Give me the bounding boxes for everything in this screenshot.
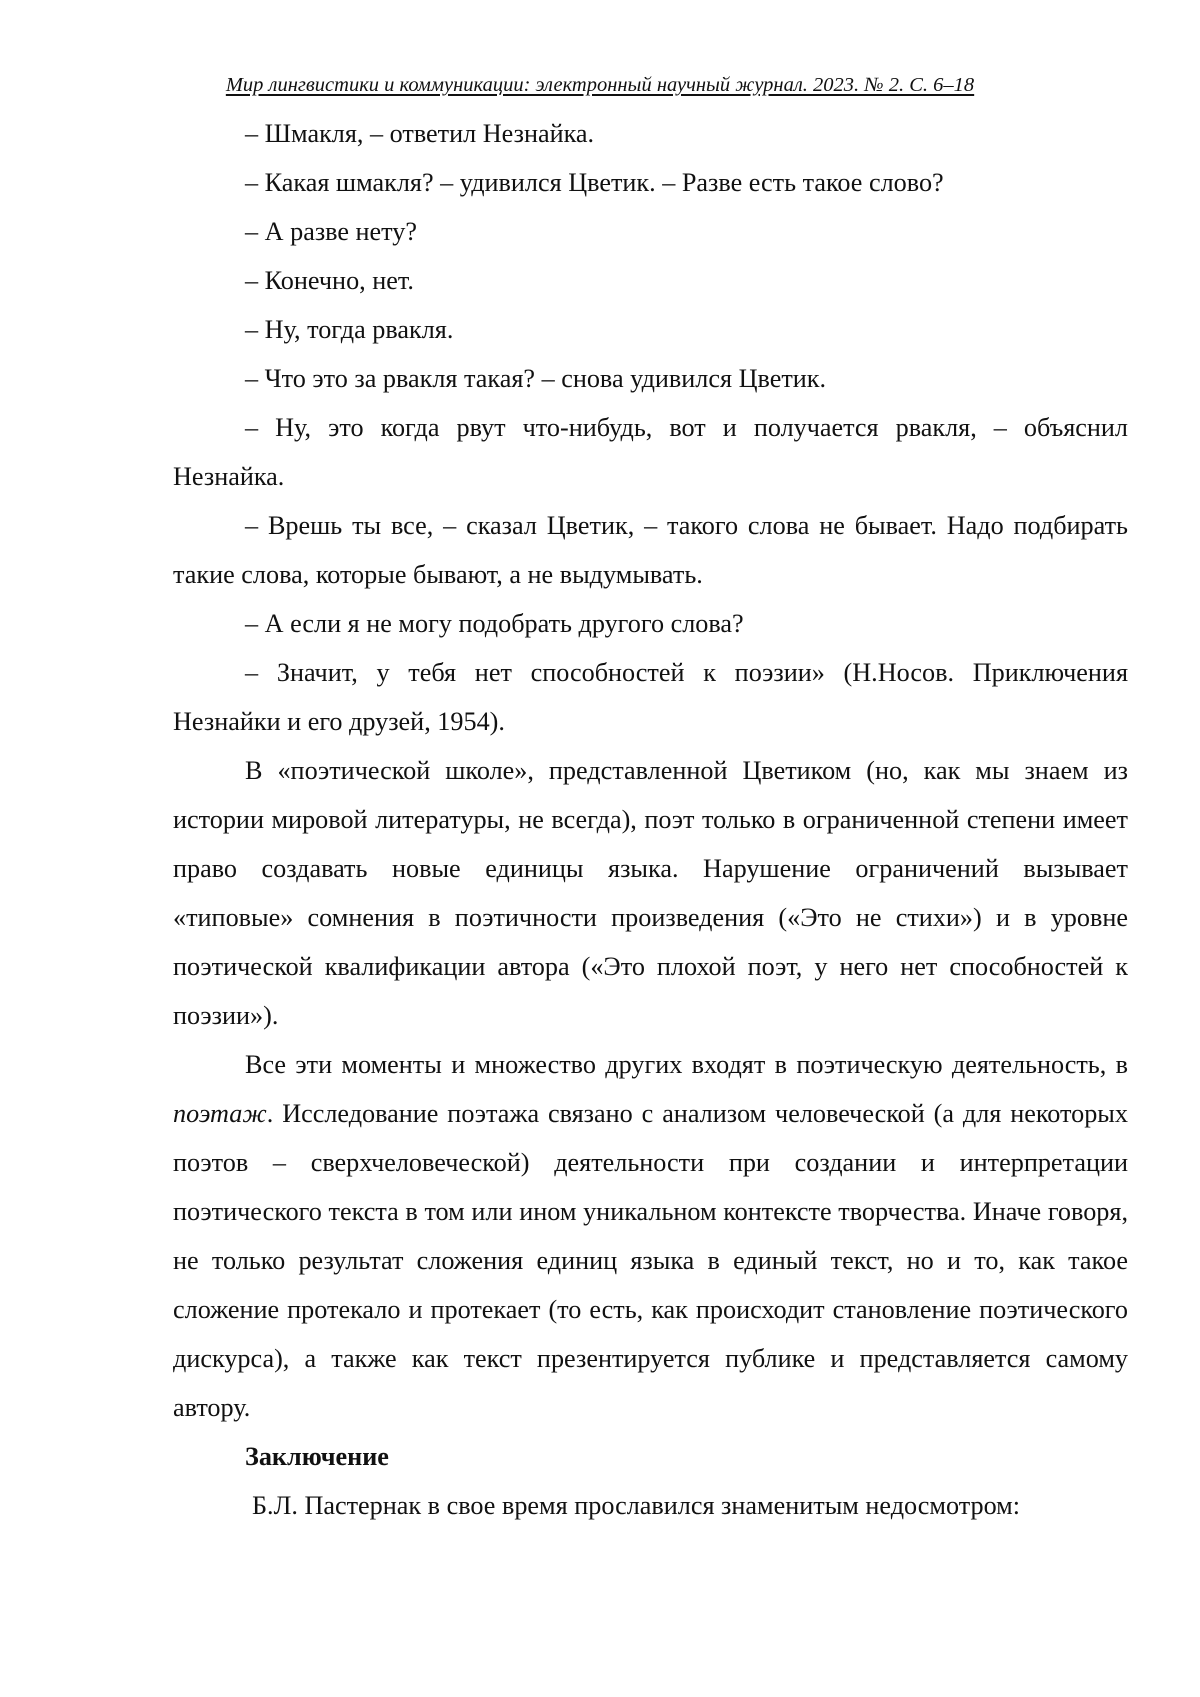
paragraph-poetic-school: В «поэтической школе», представленной Цветиком (но, как мы знаем из истории мировой литературы, не всегда), поэт только в ограниченной степени имеет право создавать новые единицы языка. Нарушение ограничений вызывает «типовые» сомнения в поэтичности произведения («Это не стихи») и в уровне поэтической квалификации автора («Это плохой поэт, у него нет способностей к поэзии»). xyxy=(173,746,1128,1040)
dialogue-line-citation: – Значит, у тебя нет способностей к поэзии» (Н.Носов. Приключения Незнайки и его друзей, 1954). xyxy=(173,648,1128,746)
dialogue-line: – Конечно, нет. xyxy=(173,256,1128,305)
poetazh-term: поэтаж xyxy=(173,1099,267,1128)
paragraph-poetazh xyxy=(173,1040,1128,1432)
article-body xyxy=(173,109,1128,1530)
dialogue-line: – Врешь ты все, – сказал Цветик, – такого слова не бывает. Надо подбирать такие слова, которые бывают, а не выдумывать. xyxy=(173,501,1128,599)
dialogue-line: – А разве нету? xyxy=(173,207,1128,256)
poetazh-text-after: . Исследование поэтажа связано с анализом человеческой (а для некоторых поэтов – сверхчеловеческой) деятельности при создании и интерпретации поэтического текста в том или ином уникальном контексте творчества. Иначе говоря, не только результат сложения единиц языка в единый текст, но и то, как такое сложение протекало и протекает (то есть, как происходит становление поэтического дискурса), а также как текст презентируется публике и представляется самому автору. xyxy=(173,1099,1128,1422)
dialogue-line: – Какая шмакля? – удивился Цветик. – Разве есть такое слово? xyxy=(173,158,1128,207)
journal-running-header: Мир лингвистики и коммуникации: электронный научный журнал. 2023. № 2. С. 6–18 xyxy=(0,70,1200,100)
conclusion-heading: Заключение xyxy=(173,1432,1128,1481)
dialogue-line: – Ну, тогда рвакля. xyxy=(173,305,1128,354)
dialogue-line: – Ну, это когда рвут что-нибудь, вот и получается рвакля, – объяснил Незнайка. xyxy=(173,403,1128,501)
dialogue-line: – Что это за рвакля такая? – снова удивился Цветик. xyxy=(173,354,1128,403)
conclusion-first-line: Б.Л. Пастернак в свое время прославился знаменитым недосмотром: xyxy=(173,1481,1128,1530)
poetazh-text-before: Все эти моменты и множество других входят в поэтическую деятельность, в xyxy=(245,1050,1128,1079)
dialogue-line: – Шмакля, – ответил Незнайка. xyxy=(173,109,1128,158)
dialogue-line: – А если я не могу подобрать другого слова? xyxy=(173,599,1128,648)
